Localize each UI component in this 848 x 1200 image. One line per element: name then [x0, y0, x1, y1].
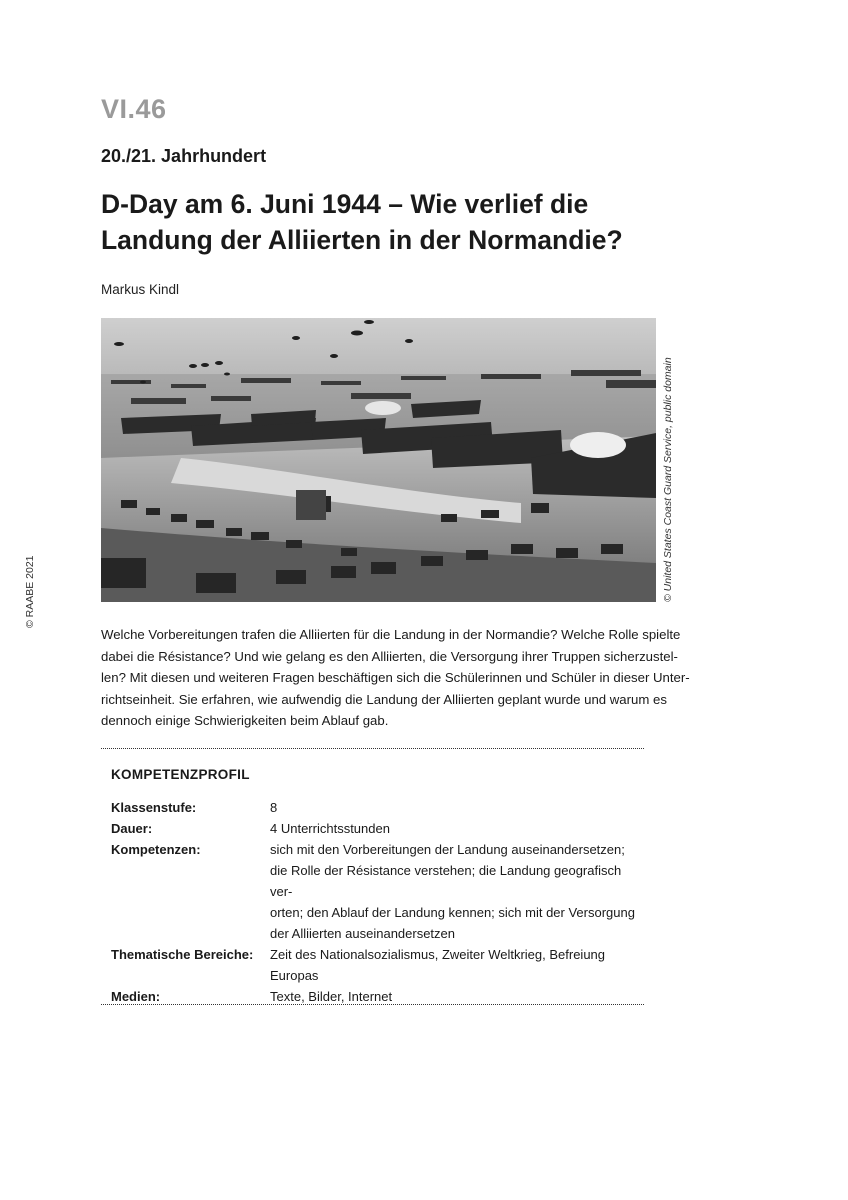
- title-line-1: D-Day am 6. Juni 1944 – Wie verlief die: [101, 189, 589, 219]
- side-copyright: © RAABE 2021: [24, 555, 36, 628]
- profile-value: [270, 944, 640, 986]
- intro-line-3: len? Mit diesen und weiteren Fragen beschäftigen sich die Schülerinnen und Schüler in dieser Unter-: [101, 670, 690, 685]
- profile-value: [270, 797, 640, 818]
- intro-line-2: dabei die Résistance? Und wie gelang es den Alliierten, die Versorgung ihrer Truppen sicherzustel-: [101, 648, 678, 664]
- profile-label: Dauer:: [111, 821, 153, 836]
- profile-value: [270, 818, 640, 839]
- profile-value-line: 8: [270, 800, 278, 815]
- profile-value-line: die Rolle der Résistance verstehen; die Landung geografisch ver-: [270, 863, 622, 899]
- profile-value-line: Texte, Bilder, Internet: [270, 989, 393, 1004]
- dotted-divider-top: [101, 748, 644, 749]
- profile-row-duration: [111, 818, 641, 839]
- profile-label: Medien:: [111, 989, 161, 1004]
- profile-row-competences: [111, 839, 641, 944]
- profile-value-line: Europas: [270, 968, 319, 983]
- profile-row-topics: [111, 944, 641, 986]
- photo-credit: © United States Coast Guard Service, public domain: [662, 357, 674, 602]
- competence-profile-heading: KOMPETENZPROFIL: [111, 767, 250, 782]
- unit-code: VI.46: [101, 94, 167, 124]
- profile-label: Klassenstufe:: [111, 800, 197, 815]
- intro-line-5: dennoch einige Schwierigkeiten beim Ablauf gab.: [101, 713, 389, 728]
- dotted-divider-bottom: [101, 1004, 644, 1005]
- era-subtitle: 20./21. Jahrhundert: [101, 146, 267, 166]
- author-name: Markus Kindl: [101, 282, 180, 297]
- intro-line-1: Welche Vorbereitungen trafen die Alliierten für die Landung in der Normandie? Welche Rolle spielte: [101, 627, 681, 642]
- profile-value-line: Zeit des Nationalsozialismus, Zweiter Weltkrieg, Befreiung: [270, 947, 606, 962]
- profile-value-line: der Alliierten auseinandersetzen: [270, 926, 456, 941]
- title-line-2: Landung der Alliierten in der Normandie?: [101, 225, 623, 255]
- profile-label: Kompetenzen:: [111, 842, 201, 857]
- profile-value-line: 4 Unterrichtsstunden: [270, 821, 390, 836]
- intro-paragraph: [101, 624, 690, 732]
- profile-label: Thematische Bereiche:: [111, 947, 254, 962]
- normandy-landing-photo: [101, 318, 656, 602]
- profile-value-line: orten; den Ablauf der Landung kennen; sich mit der Versorgung: [270, 905, 635, 920]
- competence-profile-table: [111, 797, 641, 1007]
- intro-line-4: richtseinheit. Sie erfahren, wie aufwendig die Landung der Alliierten geplant wurde und warum es: [101, 691, 667, 707]
- profile-row-grade: [111, 797, 641, 818]
- profile-value-line: sich mit den Vorbereitungen der Landung auseinandersetzen;: [270, 842, 625, 857]
- profile-value: [270, 839, 640, 944]
- page-title: [101, 186, 701, 258]
